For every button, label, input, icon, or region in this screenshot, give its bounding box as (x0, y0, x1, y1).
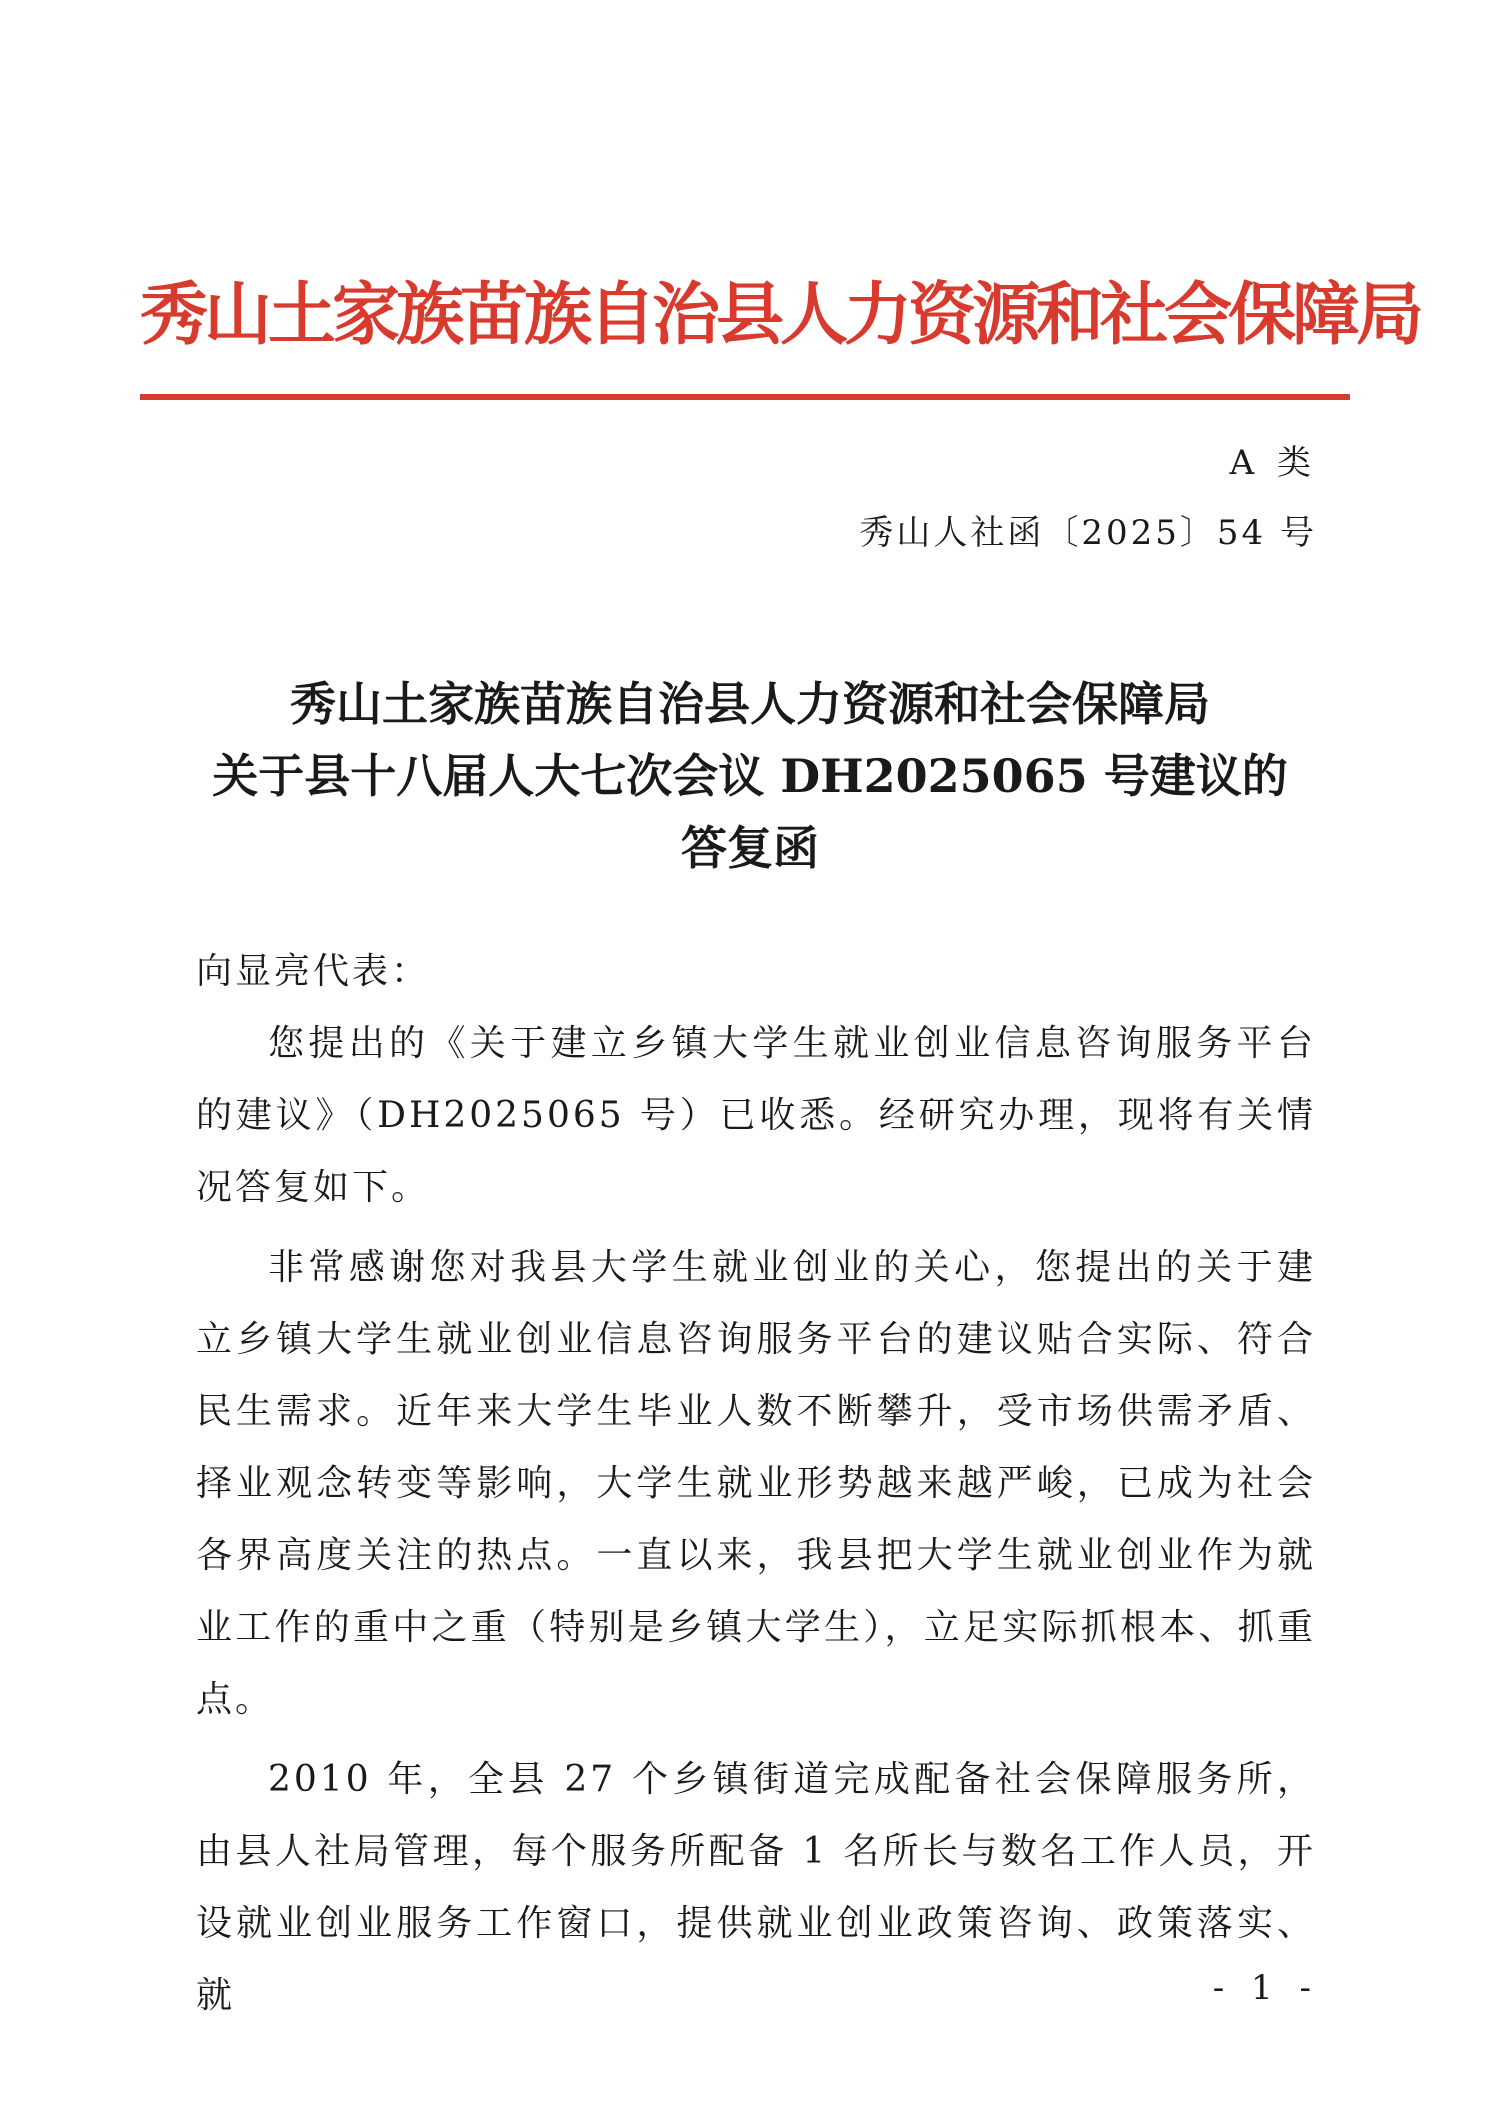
document-title (190, 668, 1310, 884)
body-paragraph: 非常感谢您对我县大学生就业创业的关心，您提出的关于建立乡镇大学生就业创业信息咨询服务平台的建议贴合实际、符合民生需求。近年来大学生毕业人数不断攀升，受市场供需矛盾、择业观念转变等影响，大学生就业形势越来越严峻，已成为社会各界高度关注的热点。一直以来，我县把大学生就业创业作为就业工作的重中之重（特别是乡镇大学生），立足实际抓根本、抓重点。 (196, 1247, 1316, 1720)
document-title-line-2: 关于县十八届人大七次会议 DH2025065 号建议的 (212, 749, 1288, 803)
issuing-organization-header: 秀山土家族苗族自治县人力资源和社会保障局 (140, 276, 1421, 355)
page-number: - 1 - (1212, 1968, 1319, 2008)
document-category: A 类 (1229, 443, 1317, 483)
document-title-line-1: 秀山土家族苗族自治县人力资源和社会保障局 (290, 677, 1210, 731)
header-red-rule-line (140, 394, 1350, 400)
body-paragraph: 2010 年，全县 27 个乡镇街道完成配备社会保障服务所，由县人社局管理，每个服务所配备 1 名所长与数名工作人员，开设就业创业服务工作窗口，提供就业创业政策咨询、政策落实、就 (196, 1759, 1316, 2016)
document-body (196, 936, 1316, 2040)
header-red-rule (140, 394, 1350, 400)
body-paragraph: 您提出的《关于建立乡镇大学生就业创业信息咨询服务平台的建议》（DH2025065 号）已收悉。经研究办理，现将有关情况答复如下。 (196, 1023, 1316, 1208)
salutation: 向显亮代表： (196, 951, 431, 992)
document-number: 秀山人社函〔2025〕54 号 (859, 513, 1317, 553)
document-title-line-3: 答复函 (681, 821, 819, 875)
